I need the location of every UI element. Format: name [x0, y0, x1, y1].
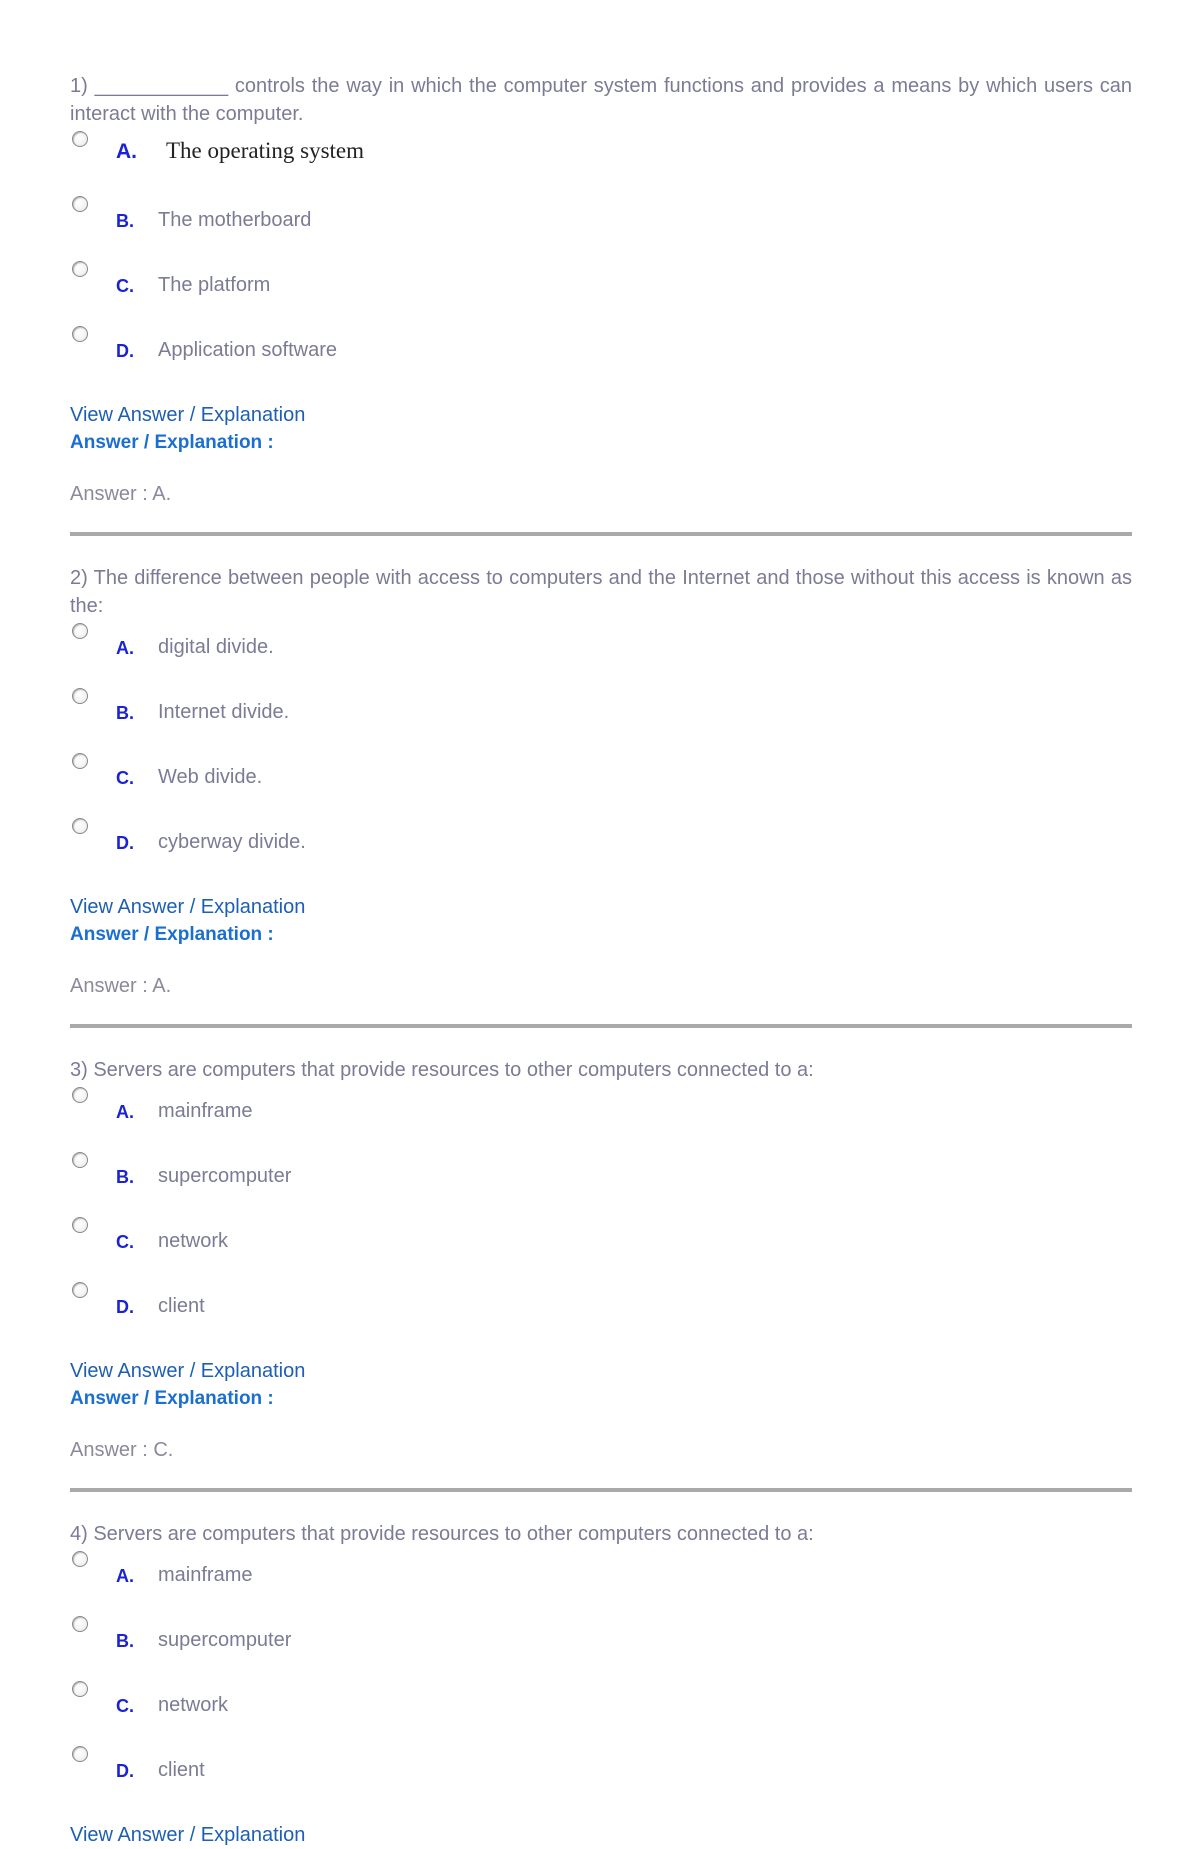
- radio-button[interactable]: [72, 1282, 88, 1298]
- option-d[interactable]: [70, 323, 1132, 388]
- question-block: [70, 1520, 1132, 1849]
- option-letter: B.: [116, 1167, 134, 1187]
- divider: [70, 1488, 1132, 1492]
- option-text: client: [158, 1759, 205, 1781]
- option-text: supercomputer: [158, 1165, 292, 1187]
- radio-button[interactable]: [72, 818, 88, 834]
- option-text: cyberway divide.: [158, 831, 306, 853]
- option-a[interactable]: [70, 1084, 1132, 1149]
- option-letter: A.: [116, 1102, 134, 1122]
- radio-button[interactable]: [72, 753, 88, 769]
- view-answer-link[interactable]: View Answer / Explanation: [70, 1824, 306, 1846]
- option-a[interactable]: [70, 620, 1132, 685]
- view-answer-link[interactable]: View Answer / Explanation: [70, 1360, 306, 1382]
- option-text: digital divide.: [158, 636, 274, 658]
- option-text: network: [158, 1694, 229, 1716]
- option-d[interactable]: [70, 1743, 1132, 1808]
- option-text: network: [158, 1230, 229, 1252]
- option-c[interactable]: [70, 750, 1132, 815]
- option-c[interactable]: [70, 258, 1132, 323]
- radio-button[interactable]: [72, 1551, 88, 1567]
- option-text: client: [158, 1295, 205, 1317]
- option-text: The motherboard: [158, 209, 312, 231]
- option-text: mainframe: [158, 1564, 253, 1586]
- option-letter: B.: [116, 1631, 134, 1651]
- option-text: supercomputer: [158, 1629, 292, 1651]
- option-text: The platform: [158, 274, 271, 296]
- option-letter: D.: [116, 833, 134, 853]
- divider: [70, 1024, 1132, 1028]
- radio-button[interactable]: [72, 1152, 88, 1168]
- option-letter: D.: [116, 341, 134, 361]
- question-text: 1) ____________ controls the way in which the computer system functions and provides a means by which users can interact with the computer.: [70, 75, 1132, 125]
- answer-label: Answer / Explanation :: [70, 432, 274, 453]
- option-letter: C.: [116, 1696, 134, 1716]
- question-block: [70, 564, 1132, 1028]
- answer-label: Answer / Explanation :: [70, 924, 274, 945]
- option-c[interactable]: [70, 1678, 1132, 1743]
- divider: [70, 532, 1132, 536]
- radio-button[interactable]: [72, 1217, 88, 1233]
- question-block: [70, 1056, 1132, 1492]
- option-text: mainframe: [158, 1100, 253, 1122]
- question-text: 2) The difference between people with access to computers and the Internet and those without this access is known as the:: [70, 567, 1132, 617]
- option-text: Web divide.: [158, 766, 263, 788]
- radio-button[interactable]: [72, 1087, 88, 1103]
- view-answer-link[interactable]: View Answer / Explanation: [70, 896, 306, 918]
- radio-button[interactable]: [72, 1746, 88, 1762]
- view-answer-link[interactable]: View Answer / Explanation: [70, 404, 306, 426]
- option-letter: A.: [116, 140, 137, 163]
- option-letter: C.: [116, 1232, 134, 1252]
- option-b[interactable]: [70, 685, 1132, 750]
- radio-button[interactable]: [72, 261, 88, 277]
- answer-text: Answer : C.: [70, 1439, 174, 1461]
- answer-label: Answer / Explanation :: [70, 1388, 274, 1409]
- radio-button[interactable]: [72, 196, 88, 212]
- option-b[interactable]: [70, 1613, 1132, 1678]
- option-d[interactable]: [70, 815, 1132, 880]
- radio-button[interactable]: [72, 131, 88, 147]
- question-block: [70, 72, 1132, 536]
- option-letter: D.: [116, 1297, 134, 1317]
- question-text: 3) Servers are computers that provide resources to other computers connected to a:: [70, 1059, 814, 1081]
- radio-button[interactable]: [72, 1681, 88, 1697]
- radio-button[interactable]: [72, 326, 88, 342]
- option-letter: A.: [116, 1566, 134, 1586]
- option-letter: A.: [116, 638, 134, 658]
- option-d[interactable]: [70, 1279, 1132, 1344]
- option-letter: B.: [116, 211, 134, 231]
- option-c[interactable]: [70, 1214, 1132, 1279]
- option-letter: B.: [116, 703, 134, 723]
- option-a[interactable]: [70, 128, 1132, 193]
- option-b[interactable]: [70, 1149, 1132, 1214]
- option-letter: D.: [116, 1761, 134, 1781]
- option-text: The operating system: [166, 138, 365, 163]
- answer-text: Answer : A.: [70, 975, 172, 997]
- option-text: Application software: [158, 339, 337, 361]
- radio-button[interactable]: [72, 688, 88, 704]
- option-letter: C.: [116, 768, 134, 788]
- option-letter: C.: [116, 276, 134, 296]
- question-text: 4) Servers are computers that provide resources to other computers connected to a:: [70, 1523, 814, 1545]
- quiz-page: [70, 72, 1132, 1849]
- option-a[interactable]: [70, 1548, 1132, 1613]
- radio-button[interactable]: [72, 623, 88, 639]
- option-b[interactable]: [70, 193, 1132, 258]
- answer-text: Answer : A.: [70, 483, 172, 505]
- option-text: Internet divide.: [158, 701, 290, 723]
- radio-button[interactable]: [72, 1616, 88, 1632]
